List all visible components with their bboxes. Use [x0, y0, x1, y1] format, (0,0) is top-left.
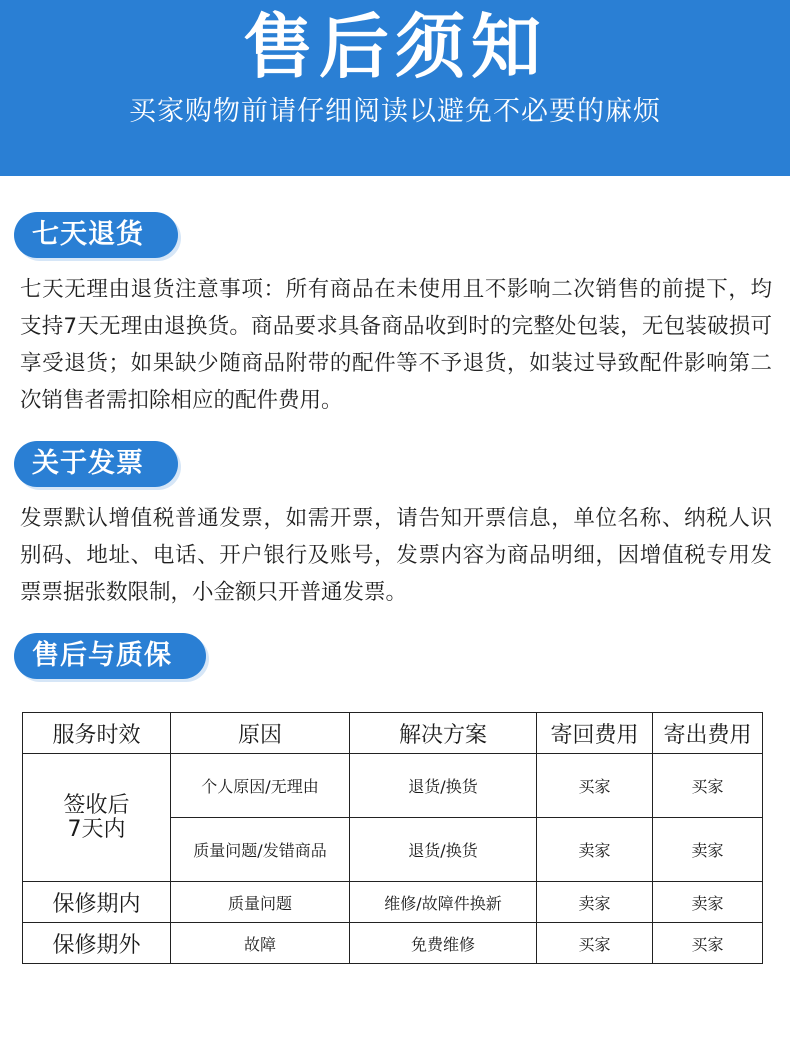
reason-cell: 质量问题	[171, 882, 350, 923]
return-fee-cell: 买家	[537, 754, 653, 818]
invoice-text: 发票默认增值税普通发票，如需开票，请告知开票信息，单位名称、纳税人识别码、地址、电话、开户银行及账号，发票内容为商品明细，因增值税专用发票票据张数限制，小金额只开普通发票。	[20, 506, 772, 605]
page-subtitle: 买家购物前请仔细阅读以避免不必要的麻烦	[129, 96, 661, 127]
reason-cell: 质量问题/发错商品	[171, 818, 350, 882]
return-fee-cell: 卖家	[537, 818, 653, 882]
column-header-return-fee: 寄回费用	[537, 713, 653, 754]
solution-cell: 退货/换货	[350, 818, 537, 882]
table-row	[23, 754, 763, 818]
period-label-line2: 7天内	[67, 816, 126, 842]
send-fee-cell: 卖家	[653, 882, 763, 923]
seven-day-return-text: 七天无理由退货注意事项：所有商品在未使用且不影响二次销售的前提下，均支持7天无理由退换货。商品要求具备商品收到时的完整处包装，无包装破损可享受退货；如果缺少随商品附带的配件等不予退货，如装过导致配件影响第二次销售者需扣除相应的配件费用。	[20, 277, 772, 413]
section-heading-invoice: 关于发票	[14, 441, 178, 487]
return-fee-cell: 卖家	[537, 882, 653, 923]
section-heading-after-sales: 售后与质保	[14, 633, 206, 679]
period-cell: 保修期外	[23, 923, 171, 964]
solution-cell: 退货/换货	[350, 754, 537, 818]
period-label-line1: 签收后	[63, 792, 130, 818]
table-row	[23, 923, 763, 964]
table-row	[23, 882, 763, 923]
reason-cell: 个人原因/无理由	[171, 754, 350, 818]
solution-cell: 免费维修	[350, 923, 537, 964]
send-fee-cell: 买家	[653, 923, 763, 964]
section-heading-seven-day-return: 七天退货	[14, 212, 178, 258]
column-header-send-fee: 寄出费用	[653, 713, 763, 754]
header-banner	[0, 0, 790, 176]
column-header-reason: 原因	[171, 713, 350, 754]
column-header-solution: 解决方案	[350, 713, 537, 754]
period-cell-seven-days	[23, 754, 171, 882]
page-title: 售后须知	[243, 6, 547, 88]
reason-cell: 故障	[171, 923, 350, 964]
table-header-row	[23, 713, 763, 754]
after-sales-table	[22, 712, 763, 964]
send-fee-cell: 卖家	[653, 818, 763, 882]
solution-cell: 维修/故障件换新	[350, 882, 537, 923]
column-header-service-period: 服务时效	[23, 713, 171, 754]
return-fee-cell: 买家	[537, 923, 653, 964]
send-fee-cell: 买家	[653, 754, 763, 818]
period-cell: 保修期内	[23, 882, 171, 923]
